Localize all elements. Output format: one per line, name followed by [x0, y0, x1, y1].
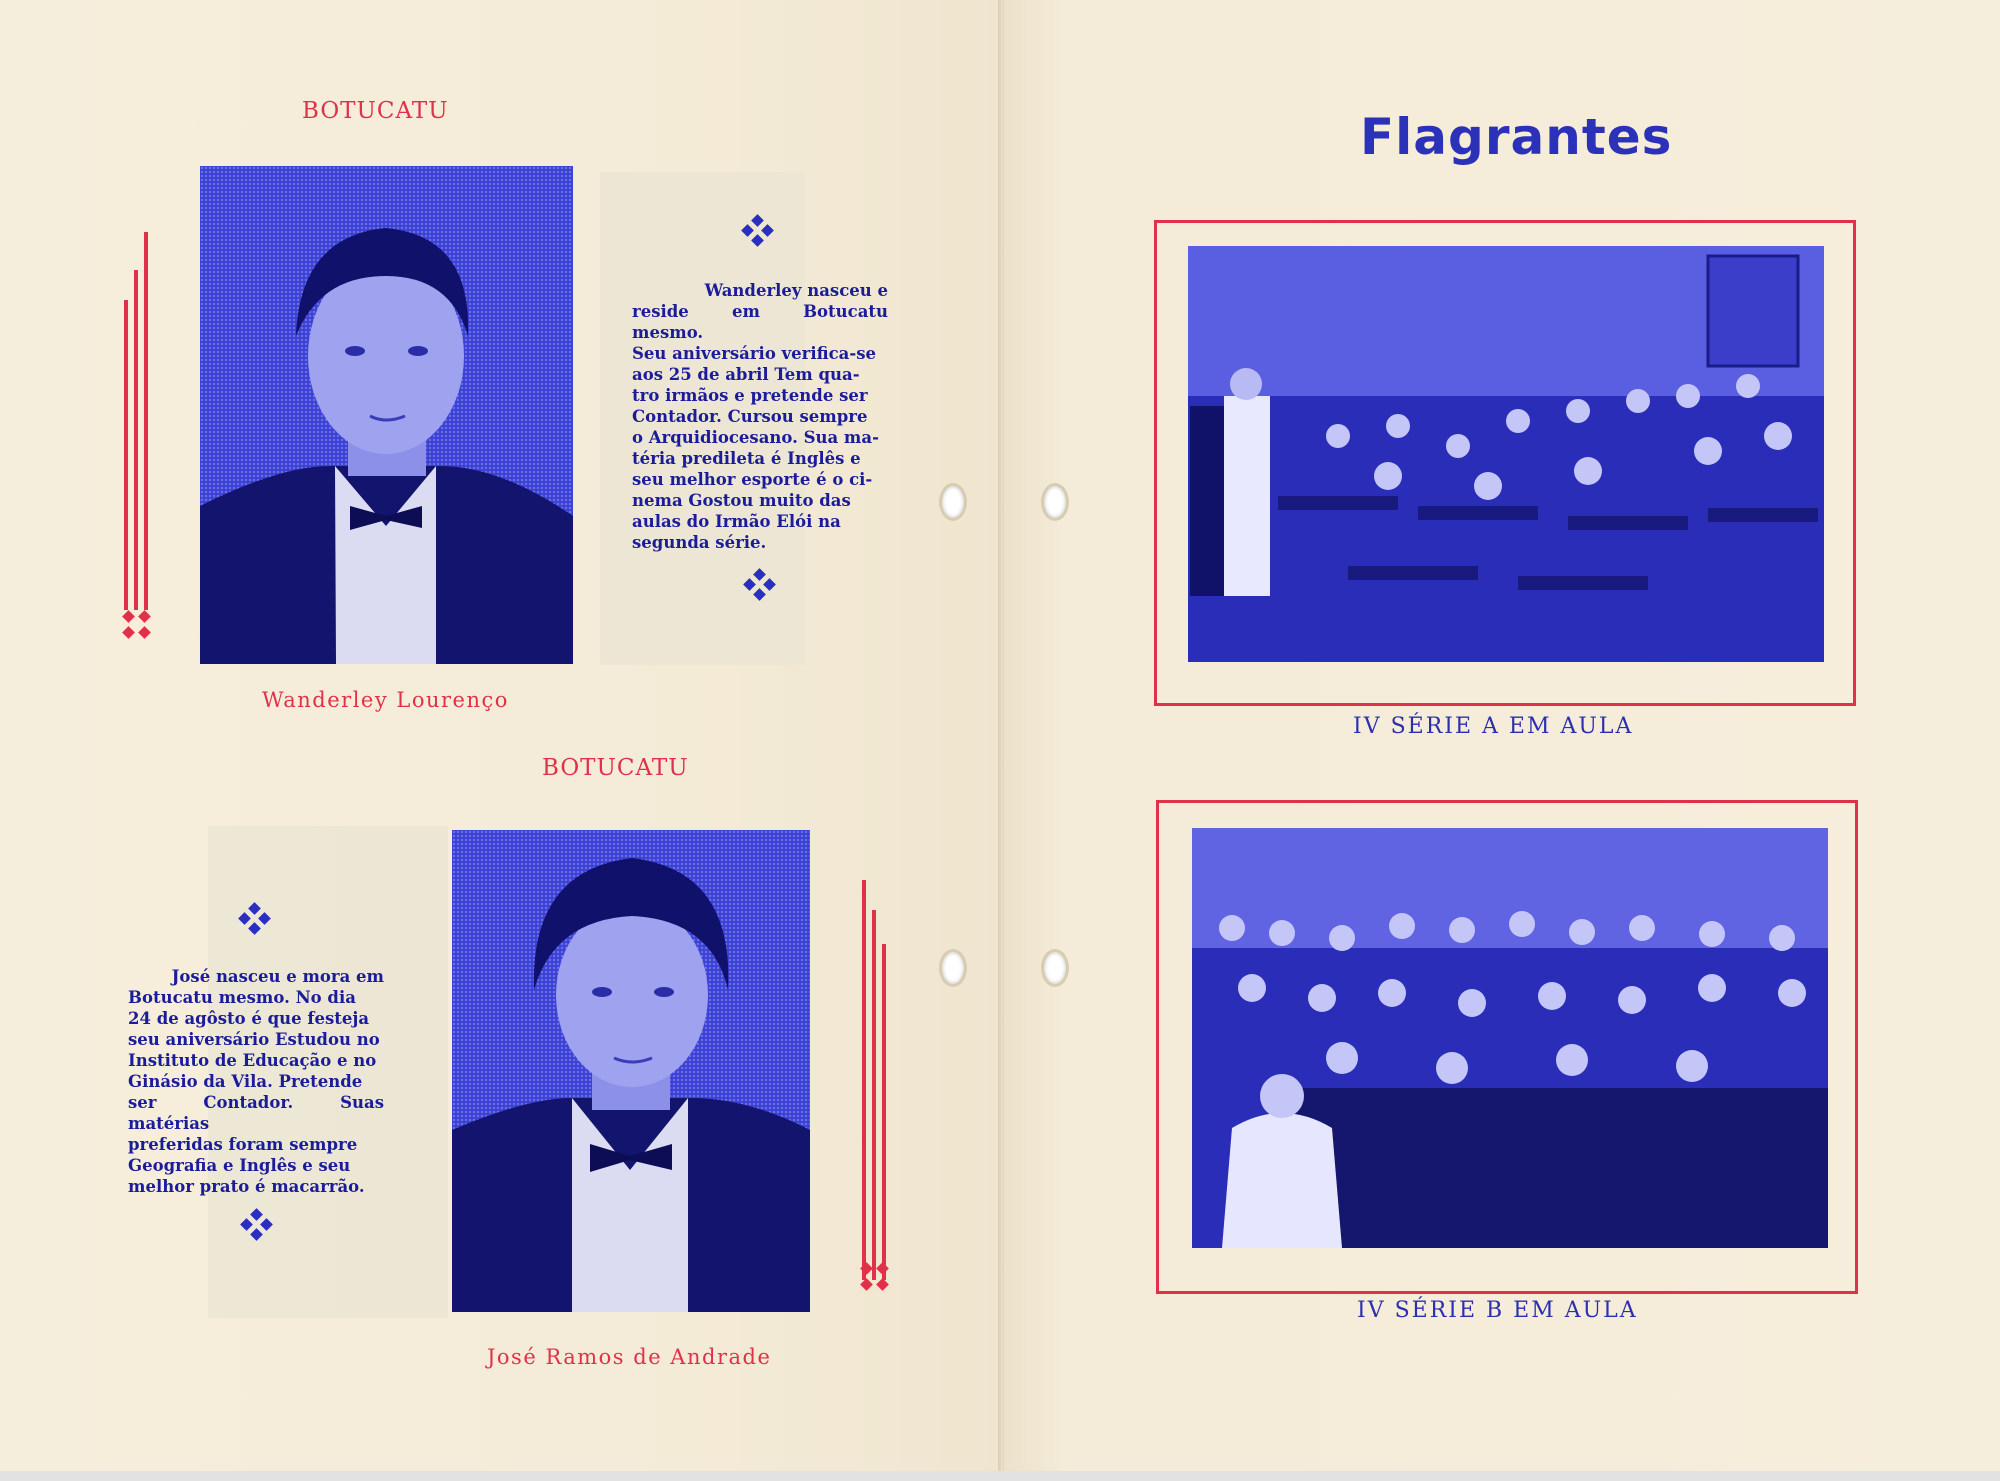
diamond-ornament-icon	[745, 570, 775, 600]
bio-line: aos 25 de abril Tem qua-	[632, 365, 860, 384]
red-rule-line	[862, 880, 866, 1280]
portrait-photo-1	[200, 166, 573, 664]
bio-line: tro irmãos e pretende ser	[632, 386, 868, 405]
portrait-photo-2	[452, 830, 810, 1312]
photo-caption-2: IV SÉRIE B EM AULA	[1357, 1298, 1638, 1323]
diamond-ornament-icon	[242, 1210, 272, 1240]
bio-line: seu aniversário Estudou no	[128, 1030, 380, 1049]
binding-hole-icon	[1044, 486, 1066, 518]
bio-line: aulas do Irmão Elói na	[632, 512, 841, 531]
red-rule-line	[882, 944, 886, 1280]
page-bottom-edge	[0, 1471, 2000, 1481]
bio-line: Geografia e Inglês e seu	[128, 1156, 351, 1175]
bio-line: Instituto de Educação e no	[128, 1051, 377, 1070]
bio-line: José nasceu e mora em	[171, 967, 384, 986]
classroom-photo-2	[1192, 828, 1828, 1248]
bio-line: o Arquidiocesano. Sua ma-	[632, 428, 879, 447]
bio-line: Ginásio da Vila. Pretende	[128, 1072, 363, 1091]
bio-line: 24 de agôsto é que festeja	[128, 1009, 370, 1028]
red-rule-line	[124, 300, 128, 610]
red-rule-line	[144, 232, 148, 610]
diamond-ornament-icon	[743, 216, 773, 246]
city-heading-2: BOTUCATU	[542, 755, 689, 781]
portrait-figure-icon	[200, 166, 573, 664]
portrait-figure-icon	[452, 830, 810, 1312]
city-heading-1: BOTUCATU	[302, 98, 449, 124]
diamond-ornament-icon	[124, 612, 154, 642]
bio-line: Contador. Cursou sempre	[632, 407, 868, 426]
bio-line: seu melhor esporte é o ci-	[632, 470, 873, 489]
bio-line: Botucatu mesmo. No dia	[128, 988, 356, 1007]
page-title: Flagrantes	[1360, 108, 1673, 166]
bio-line: Seu aniversário verifica-se	[632, 344, 876, 363]
student-name-2: José Ramos de Andrade	[487, 1345, 772, 1369]
red-rule-line	[134, 270, 138, 610]
bio-line: Wanderley nasceu e	[704, 281, 888, 300]
student-bio-1	[632, 280, 888, 553]
photo-caption-1: IV SÉRIE A EM AULA	[1353, 714, 1634, 739]
bio-line: segunda série.	[632, 533, 767, 552]
binding-hole-icon	[942, 486, 964, 518]
bio-line: téria predileta é Inglês e	[632, 449, 861, 468]
student-name-1: Wanderley Lourenço	[262, 688, 509, 712]
student-bio-2	[128, 966, 384, 1197]
binding-hole-icon	[1044, 952, 1066, 984]
diamond-ornament-icon	[240, 904, 270, 934]
bio-line: ser Contador. Suas matérias	[128, 1093, 384, 1133]
classroom-scene-icon	[1188, 246, 1824, 662]
bio-line: reside em Botucatu mesmo.	[632, 302, 888, 342]
classroom-scene-icon	[1192, 828, 1828, 1248]
classroom-photo-1	[1188, 246, 1824, 662]
bio-line: preferidas foram sempre	[128, 1135, 358, 1154]
bio-line: nema Gostou muito das	[632, 491, 851, 510]
bio-line: melhor prato é macarrão.	[128, 1177, 365, 1196]
right-page	[1004, 0, 2000, 1481]
binding-hole-icon	[942, 952, 964, 984]
red-rule-line	[872, 910, 876, 1280]
diamond-ornament-icon	[862, 1264, 892, 1294]
